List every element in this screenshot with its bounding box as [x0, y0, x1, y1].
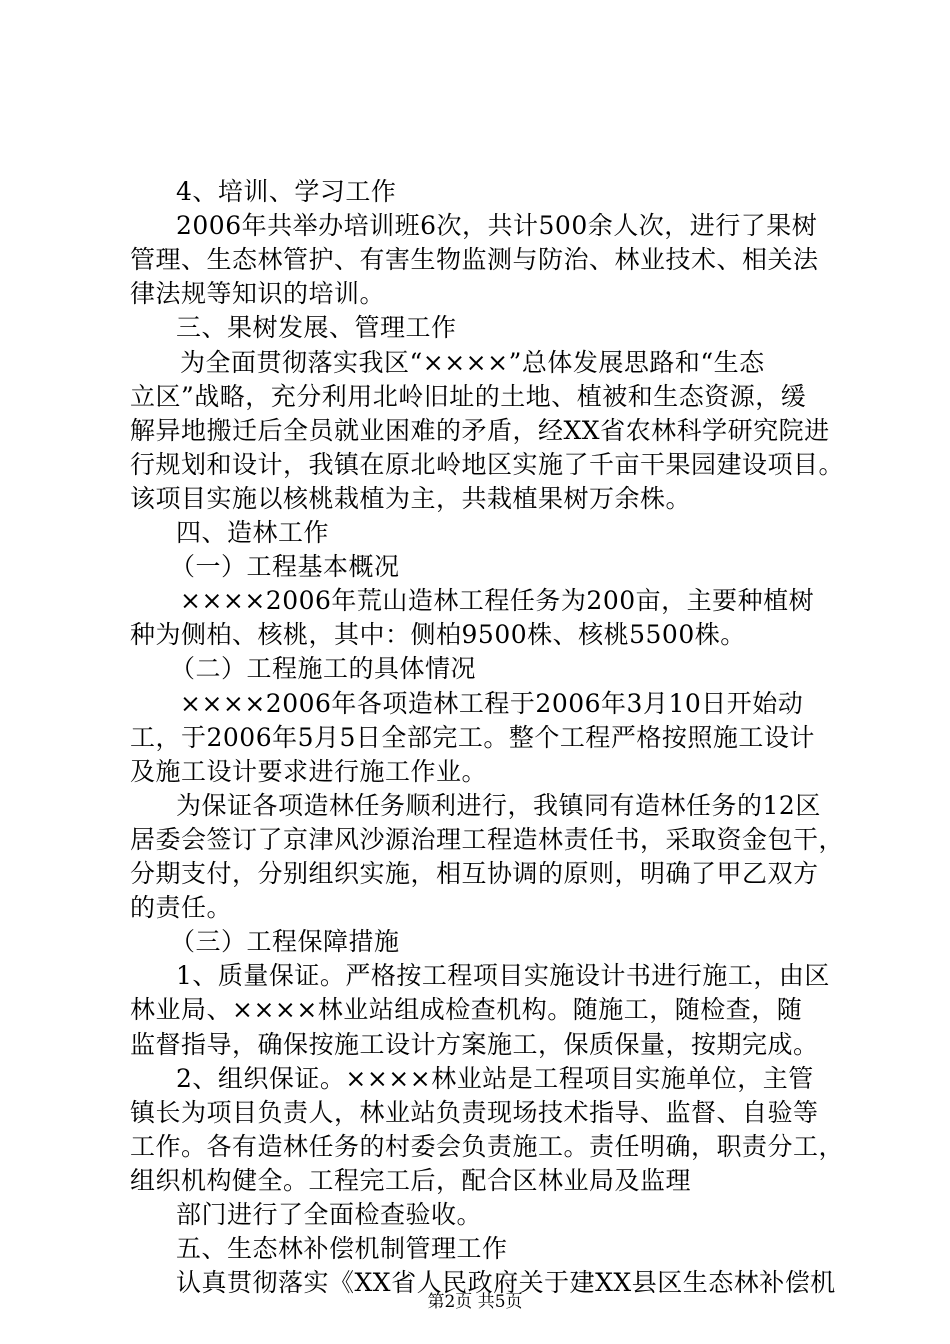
paragraph-line: 为保证各项造林任务顺利进行，我镇同有造林任务的12区 — [176, 791, 821, 820]
paragraph-line: 部门进行了全面检查验收。 — [176, 1200, 483, 1229]
paragraph-line: 工作。各有造林任务的村委会负责施工。责任明确，职责分工， — [130, 1132, 845, 1161]
paragraph-line: 及施工设计要求进行施工作业。 — [130, 757, 488, 786]
paragraph-line: 2006年共举办培训班6次，共计500余人次，进行了果树 — [176, 211, 818, 240]
subsection-heading: （三）工程保障措施 — [170, 927, 400, 956]
paragraph-line: 种为侧柏、核桃，其中：侧柏9500株、核桃5500株。 — [130, 620, 746, 649]
paragraph-line: 组织机构健全。工程完工后，配合区林业局及监理 — [130, 1166, 692, 1195]
paragraph-line: 分期支付，分别组织实施，相互协调的原则，明确了甲乙双方 — [130, 859, 819, 888]
paragraph-line: 立区”战略，充分利用北岭旧址的土地、植被和生态资源，缓 — [130, 382, 807, 411]
paragraph-line: ××××2006年荒山造林工程任务为200亩，主要种植树 — [180, 586, 815, 615]
paragraph-line: 为全面贯彻落实我区“××××”总体发展思路和“生态 — [180, 348, 765, 377]
paragraph-line: 律法规等知识的培训。 — [130, 279, 386, 308]
paragraph-line: 林业局、××××林业站组成检查机构。随施工，随检查，随 — [130, 995, 803, 1024]
paragraph-line: 行规划和设计，我镇在原北岭地区实施了千亩干果园建设项目。 — [130, 450, 845, 479]
paragraph-line: 工，于2006年5月5日全部完工。整个工程严格按照施工设计 — [130, 723, 815, 752]
subsection-heading: （二）工程施工的具体情况 — [170, 654, 477, 683]
paragraph-line: 解异地搬迁后全员就业困难的矛盾，经XX省农林科学研究院进 — [130, 416, 830, 445]
section-heading: 五、生态林补偿机制管理工作 — [176, 1234, 508, 1263]
section-heading: 四、造林工作 — [176, 518, 330, 547]
paragraph-line: 镇长为项目负责人，林业站负责现场技术指导、监督、自验等 — [130, 1098, 819, 1127]
section-heading: 4、培训、学习工作 — [176, 177, 397, 206]
paragraph-line: 监督指导，确保按施工设计方案施工，保质保量，按期完成。 — [130, 1030, 819, 1059]
paragraph-line: ××××2006年各项造林工程于2006年3月10日开始动 — [180, 689, 804, 718]
subsection-heading: （一）工程基本概况 — [170, 552, 400, 581]
paragraph-line: 管理、生态林管护、有害生物监测与防治、林业技术、相关法 — [130, 245, 819, 274]
paragraph-line: 认真贯彻落实《XX省人民政府关于建XX县区生态林补偿机 — [176, 1268, 836, 1297]
paragraph-line: 1、质量保证。严格按工程项目实施设计书进行施工，由区 — [176, 961, 830, 990]
section-heading: 三、果树发展、管理工作 — [176, 313, 457, 342]
paragraph-line: 该项目实施以核桃栽植为主，共栽植果树万余株。 — [130, 484, 692, 513]
paragraph-line: 居委会签订了京津风沙源治理工程造林责任书，采取资金包干， — [130, 825, 845, 854]
page-number-footer: 第2页 共5页 — [427, 1292, 523, 1312]
paragraph-line: 2、组织保证。××××林业站是工程项目实施单位，主管 — [176, 1064, 814, 1093]
paragraph-line: 的责任。 — [130, 893, 233, 922]
